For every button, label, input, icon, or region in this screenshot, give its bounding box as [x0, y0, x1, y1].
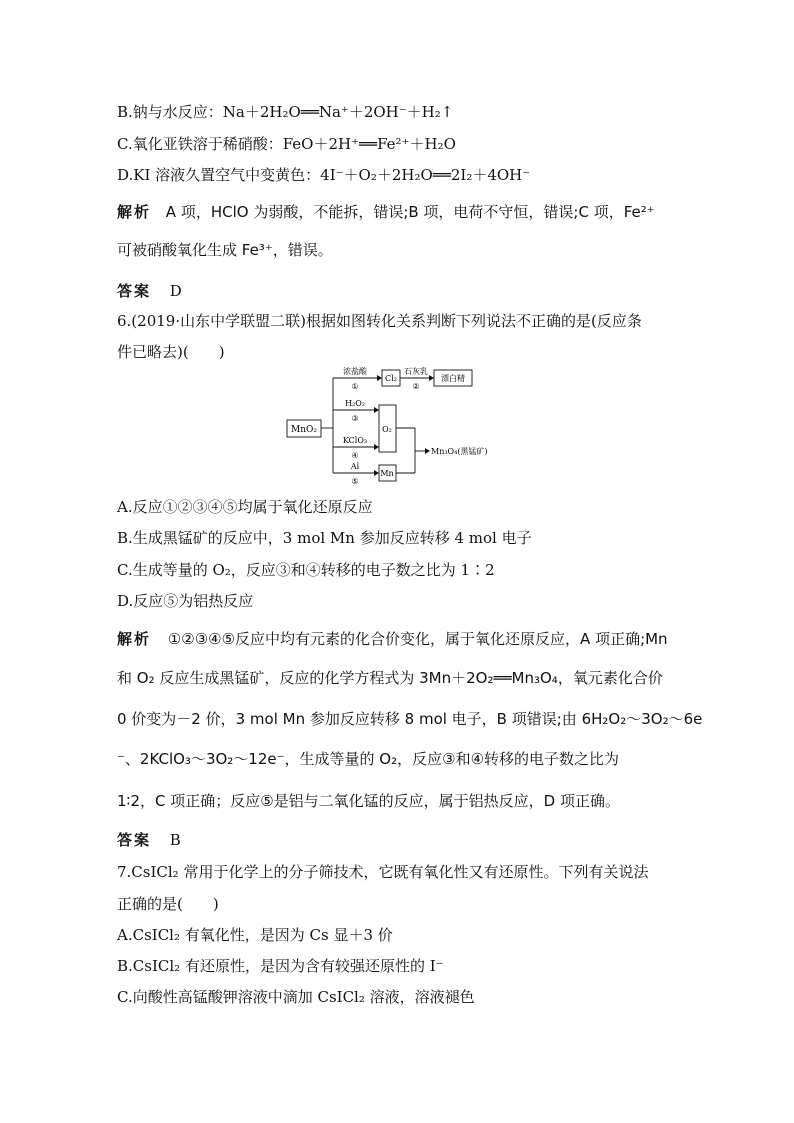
label-o2: O₂	[382, 425, 392, 434]
question-7-line-2: 正确的是( )	[117, 895, 219, 913]
answer-value: B	[169, 831, 181, 849]
option-7b: B.CsICl₂ 有还原性，是因为含有较强还原性的 I⁻	[117, 957, 444, 975]
option-6b: B.生成黑锰矿的反应中，3 mol Mn 参加反应转移 4 mol 电子	[117, 529, 532, 547]
label-cl2: Cl₂	[385, 374, 397, 383]
explanation-6-line-3: 0 价变为－2 价，3 mol Mn 参加反应转移 8 mol 电子，B 项错误;由 6H₂O₂～3O₂～6e	[117, 710, 703, 728]
answer-5	[117, 281, 182, 301]
question-6-line-1: 6.(2019·山东中学联盟二联)根据如图转化关系判断下列说法不正确的是(反应条	[117, 312, 642, 330]
step-1: ①	[351, 382, 359, 391]
line-option-d: D.KI 溶液久置空气中变黄色：4I⁻＋O₂＋2H₂O══2I₂＋4OH⁻	[117, 166, 531, 184]
label-mn: Mn	[380, 469, 394, 478]
explanation-6-line-4: ⁻、2KClO₃～3O₂～12e⁻，生成等量的 O₂，反应③和④转移的电子数之比为	[117, 750, 620, 768]
reagent-lime: 石灰乳	[404, 367, 428, 376]
explanation-text: ①②③④⑤反应中均有元素的化合价变化，属于氧化还原反应，A 项正确;Mn	[167, 630, 668, 648]
option-7c: C.向酸性高锰酸钾溶液中滴加 CsICl₂ 溶液，溶液褪色	[117, 988, 475, 1006]
answer-label: 答案	[117, 282, 152, 300]
option-6d: D.反应⑤为铝热反应	[117, 592, 254, 610]
reaction-diagram	[285, 365, 530, 487]
answer-6	[117, 830, 181, 850]
explanation-label: 解析	[117, 203, 152, 221]
answer-label: 答案	[117, 831, 152, 849]
reagent-hcl: 浓盐酸	[343, 367, 367, 376]
step-3: ③	[351, 414, 359, 423]
label-bleach: 漂白精	[441, 374, 465, 383]
line-option-c: C.氧化亚铁溶于稀硝酸：FeO＋2H⁺══Fe²⁺＋H₂O	[117, 135, 456, 153]
label-product: Mn₃O₄(黑锰矿)	[431, 447, 488, 456]
step-5: ⑤	[351, 477, 359, 486]
line-option-b: B.钠与水反应：Na＋2H₂O══Na⁺＋2OH⁻＋H₂↑	[117, 103, 454, 121]
option-7a: A.CsICl₂ 有氧化性，是因为 Cs 显＋3 价	[117, 926, 393, 944]
option-6a: A.反应①②③④⑤均属于氧化还原反应	[117, 498, 373, 516]
explanation-5-line-1	[117, 202, 655, 222]
explanation-5-line-2: 可被硝酸氧化生成 Fe³⁺，错误。	[117, 241, 333, 259]
answer-value: D	[169, 282, 182, 300]
label-mno2: MnO₂	[291, 425, 317, 435]
explanation-label: 解析	[117, 630, 152, 648]
explanation-6-line-1	[117, 629, 668, 649]
reagent-h2o2: H₂O₂	[345, 399, 365, 408]
option-6c: C.生成等量的 O₂，反应③和④转移的电子数之比为 1∶2	[117, 561, 495, 579]
step-2: ②	[412, 382, 420, 391]
reagent-al: Al	[350, 462, 360, 471]
reagent-kclo3: KClO₃	[342, 436, 368, 445]
explanation-6-line-5: 1∶2，C 项正确；反应⑤是铝与二氧化锰的反应，属于铝热反应，D 项正确。	[117, 792, 621, 810]
explanation-6-line-2: 和 O₂ 反应生成黑锰矿，反应的化学方程式为 3Mn＋2O₂══Mn₃O₄，氧元素化合价	[117, 669, 663, 687]
step-4: ④	[351, 451, 359, 460]
question-7-line-1: 7.CsICl₂ 常用于化学上的分子筛技术，它既有氧化性又有还原性。下列有关说法	[117, 863, 649, 881]
question-6-line-2: 件已略去)( )	[117, 343, 225, 361]
explanation-text: A 项，HClO 为弱酸，不能拆，错误;B 项，电荷不守恒，错误;C 项，Fe²⁺	[165, 203, 655, 221]
